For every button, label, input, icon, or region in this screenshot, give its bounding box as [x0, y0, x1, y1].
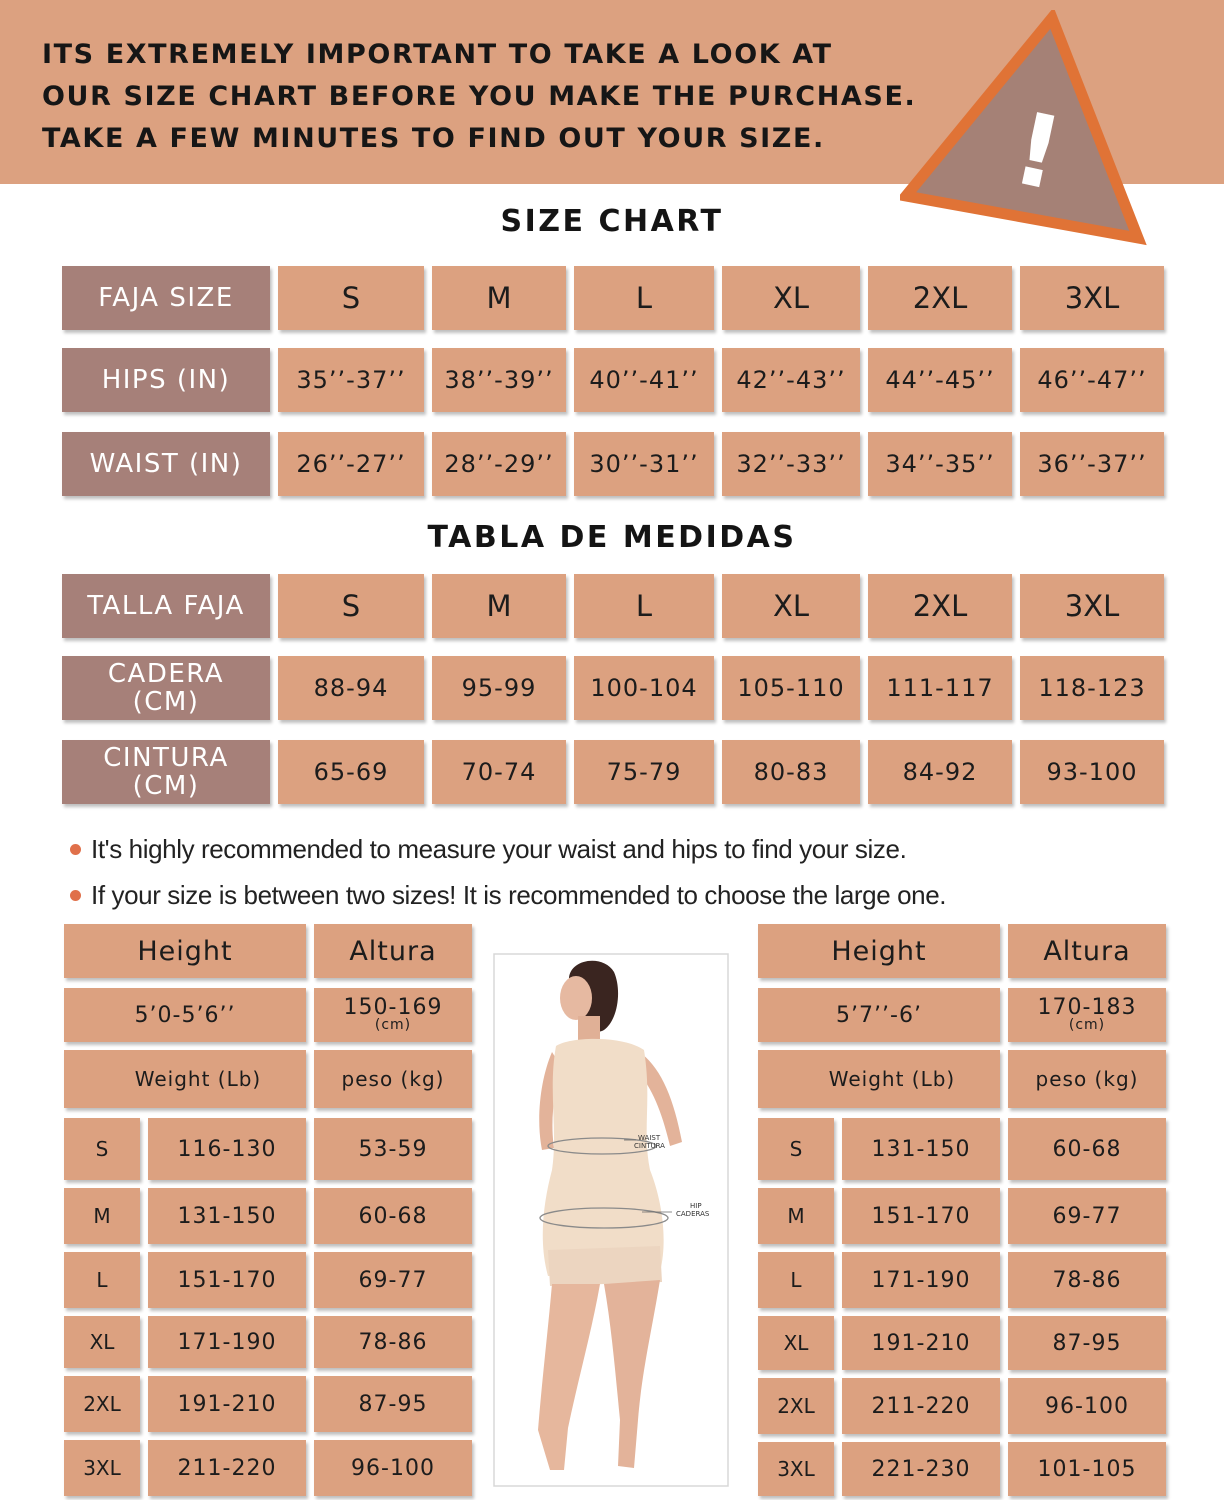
left-size-cell: M [64, 1188, 140, 1244]
talla-cell: S [278, 574, 424, 638]
bullet-icon [70, 890, 81, 901]
right-height-header: Height [758, 924, 1000, 978]
hips-in-label: HIPS (IN) [62, 348, 270, 412]
cintura-cell: 75-79 [574, 740, 714, 804]
exclamation-mark: ! [1003, 89, 1073, 214]
note-item [70, 826, 946, 872]
hips-in-cell: 35’’-37’’ [278, 348, 424, 412]
left-lb-cell: 211-220 [148, 1440, 306, 1496]
cintura-label: CINTURA [634, 1142, 665, 1150]
right-size-cell: S [758, 1118, 834, 1180]
left-lb-cell: 116-130 [148, 1118, 306, 1180]
cintura-cell: 93-100 [1020, 740, 1164, 804]
hips-in-cell: 46’’-47’’ [1020, 348, 1164, 412]
right-size-cell: 3XL [758, 1442, 834, 1496]
talla-cell: L [574, 574, 714, 638]
hips-in-cell: 40’’-41’’ [574, 348, 714, 412]
right-weight-header: Weight (Lb) [758, 1050, 1000, 1108]
waist-in-label: WAIST (IN) [62, 432, 270, 496]
left-size-cell: 3XL [64, 1440, 140, 1496]
left-kg-cell: 87-95 [314, 1376, 472, 1432]
right-altura-value [1008, 988, 1166, 1042]
recommendation-notes [70, 826, 946, 918]
cadera-cell: 111-117 [868, 656, 1012, 720]
size-cell: 3XL [1020, 266, 1164, 330]
right-kg-cell: 69-77 [1008, 1188, 1166, 1244]
left-altura-value [314, 988, 472, 1042]
faja-size-header: FAJA SIZE [62, 266, 270, 330]
right-lb-cell: 171-190 [842, 1252, 1000, 1308]
cadera-cell: 105-110 [722, 656, 860, 720]
cintura-cm-label [62, 740, 270, 804]
cm-unit-label: (CM) [132, 687, 200, 717]
right-size-cell: M [758, 1188, 834, 1244]
cadera-cell: 88-94 [278, 656, 424, 720]
size-cell: L [574, 266, 714, 330]
model-figure-illustration [492, 950, 732, 1490]
hips-in-cell: 38’’-39’’ [432, 348, 566, 412]
waist-in-cell: 32’’-33’’ [722, 432, 860, 496]
right-size-cell: XL [758, 1316, 834, 1370]
left-lb-cell: 151-170 [148, 1252, 306, 1308]
waist-in-cell: 30’’-31’’ [574, 432, 714, 496]
left-size-cell: XL [64, 1316, 140, 1368]
cintura-cell: 65-69 [278, 740, 424, 804]
right-size-cell: L [758, 1252, 834, 1308]
right-kg-cell: 96-100 [1008, 1378, 1166, 1434]
left-kg-cell: 53-59 [314, 1118, 472, 1180]
right-kg-cell: 87-95 [1008, 1316, 1166, 1370]
talla-faja-header: TALLA FAJA [62, 574, 270, 638]
left-kg-cell: 60-68 [314, 1188, 472, 1244]
left-lb-cell: 191-210 [148, 1376, 306, 1432]
size-cell: 2XL [868, 266, 1012, 330]
tabla-title: TABLA DE MEDIDAS [427, 520, 797, 555]
cintura-cell: 70-74 [432, 740, 566, 804]
cintura-label: CINTURA [103, 743, 229, 773]
size-cell: XL [722, 266, 860, 330]
right-size-cell: 2XL [758, 1378, 834, 1434]
altura-range: 150-169 [343, 995, 443, 1020]
right-lb-cell: 131-150 [842, 1118, 1000, 1180]
altura-unit: (cm) [1068, 1017, 1106, 1033]
cm-unit-label: (CM) [132, 771, 200, 801]
left-lb-cell: 171-190 [148, 1316, 306, 1368]
banner-line: TAKE A FEW MINUTES TO FIND OUT YOUR SIZE. [42, 123, 825, 154]
banner-text [42, 34, 916, 160]
waist-in-cell: 26’’-27’’ [278, 432, 424, 496]
note-text: It's highly recommended to measure your waist and hips to find your size. [91, 834, 907, 864]
left-kg-cell: 96-100 [314, 1440, 472, 1496]
left-size-cell: 2XL [64, 1376, 140, 1432]
right-lb-cell: 221-230 [842, 1442, 1000, 1496]
right-peso-header: peso (kg) [1008, 1050, 1166, 1108]
cintura-cell: 84-92 [868, 740, 1012, 804]
size-cell: M [432, 266, 566, 330]
right-lb-cell: 211-220 [842, 1378, 1000, 1434]
right-lb-cell: 191-210 [842, 1316, 1000, 1370]
left-size-cell: L [64, 1252, 140, 1308]
waist-in-cell: 28’’-29’’ [432, 432, 566, 496]
hips-in-cell: 42’’-43’’ [722, 348, 860, 412]
right-kg-cell: 60-68 [1008, 1118, 1166, 1180]
hips-in-cell: 44’’-45’’ [868, 348, 1012, 412]
cadera-cell: 95-99 [432, 656, 566, 720]
left-lb-cell: 131-150 [148, 1188, 306, 1244]
altura-unit: (cm) [374, 1017, 412, 1033]
note-text: If your size is between two sizes! It is recommended to choose the large one. [91, 880, 947, 910]
waist-in-cell: 36’’-37’’ [1020, 432, 1164, 496]
left-altura-header: Altura [314, 924, 472, 978]
size-cell: S [278, 266, 424, 330]
left-size-cell: S [64, 1118, 140, 1180]
right-kg-cell: 101-105 [1008, 1442, 1166, 1496]
cintura-cell: 80-83 [722, 740, 860, 804]
talla-cell: 3XL [1020, 574, 1164, 638]
right-height-value: 5’7’’-6’ [758, 988, 1000, 1042]
talla-cell: XL [722, 574, 860, 638]
bullet-icon [70, 844, 81, 855]
right-kg-cell: 78-86 [1008, 1252, 1166, 1308]
right-altura-header: Altura [1008, 924, 1166, 978]
talla-cell: 2XL [868, 574, 1012, 638]
waist-label: WAIST [638, 1134, 661, 1142]
banner-line: OUR SIZE CHART BEFORE YOU MAKE THE PURCHASE. [42, 81, 917, 112]
caderas-label: CADERAS [676, 1210, 710, 1218]
note-item [70, 872, 946, 918]
right-lb-cell: 151-170 [842, 1188, 1000, 1244]
hip-label: HIP [690, 1202, 702, 1210]
cadera-cell: 100-104 [574, 656, 714, 720]
cadera-cm-label [62, 656, 270, 720]
left-kg-cell: 69-77 [314, 1252, 472, 1308]
altura-range: 170-183 [1037, 995, 1137, 1020]
left-height-value: 5’0-5’6’’ [64, 988, 306, 1042]
left-peso-header: peso (kg) [314, 1050, 472, 1108]
cadera-cell: 118-123 [1020, 656, 1164, 720]
waist-in-cell: 34’’-35’’ [868, 432, 1012, 496]
size-chart-title: SIZE CHART [500, 204, 724, 239]
talla-cell: M [432, 574, 566, 638]
cadera-label: CADERA [107, 659, 225, 689]
left-kg-cell: 78-86 [314, 1316, 472, 1368]
left-height-header: Height [64, 924, 306, 978]
left-weight-header: Weight (Lb) [64, 1050, 306, 1108]
banner-line: ITS EXTREMELY IMPORTANT TO TAKE A LOOK AT [42, 39, 833, 70]
